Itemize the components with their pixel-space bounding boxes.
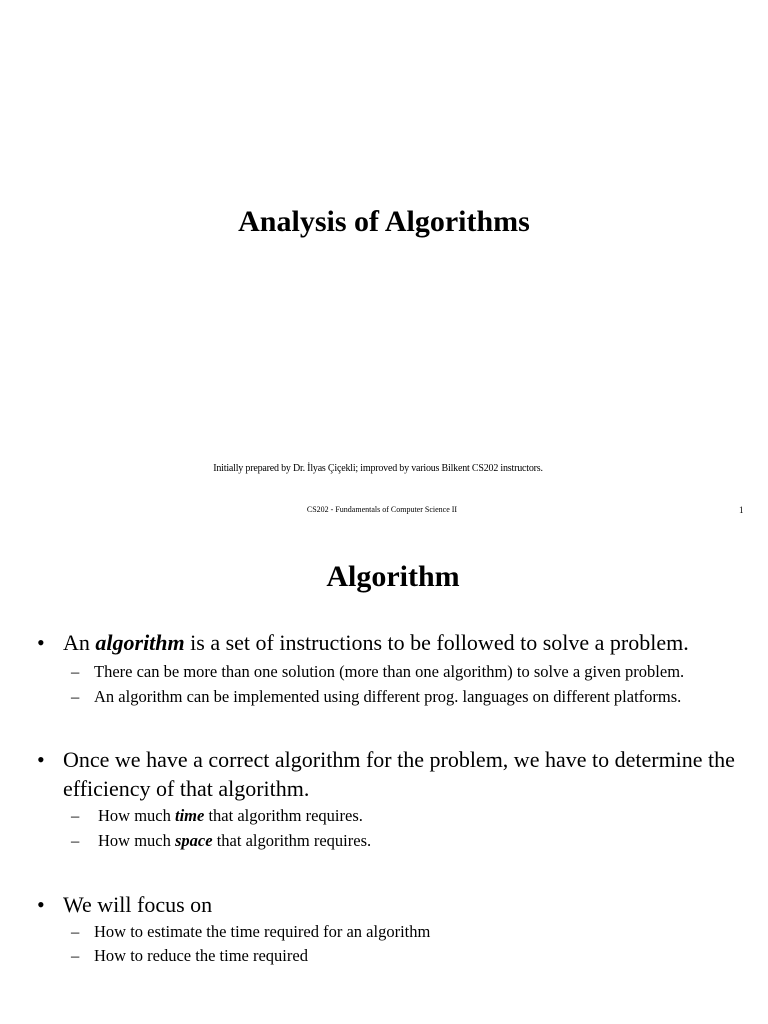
sub-item: [71, 830, 761, 852]
sub-text: There can be more than one solution (more than one algorithm) to solve a given problem.: [94, 662, 685, 681]
sub-item: [71, 661, 761, 683]
bullet-text: We will focus on: [63, 892, 213, 917]
page-number: 1: [739, 505, 744, 515]
sub-emphasis: space: [175, 831, 213, 850]
bullet-text-after: is a set of instructions to be followed to solve a problem.: [184, 630, 689, 655]
sub-text: [98, 805, 761, 827]
slide-title: Algorithm: [326, 560, 460, 593]
sub-text-before: How much: [98, 806, 175, 825]
sub-text-before: How much: [98, 831, 175, 850]
dash-marker: –: [71, 922, 80, 941]
footer-course-name: CS202 - Fundamentals of Computer Science II: [306, 505, 458, 514]
sub-item: [71, 686, 761, 708]
sub-text: An algorithm can be implemented using different prog. languages on different platforms.: [94, 687, 682, 706]
bullet-emphasis: algorithm: [95, 630, 185, 655]
dash-marker: –: [71, 687, 80, 706]
bullet-item: [37, 628, 752, 657]
dash-marker: –: [71, 806, 80, 825]
sub-text-after: that algorithm requires.: [204, 806, 363, 825]
bullet-marker: •: [37, 630, 45, 655]
sub-item: [71, 805, 761, 827]
algorithm-slide: [0, 530, 768, 1024]
bullet-item: [37, 890, 752, 919]
sub-text: [98, 830, 761, 852]
bullet-text-before: An: [63, 630, 96, 655]
dash-marker: –: [71, 946, 80, 965]
bullet-marker: •: [37, 892, 45, 917]
bullet-marker: •: [37, 747, 45, 772]
slide-title: Analysis of Algorithms: [238, 205, 530, 238]
sub-text: How to reduce the time required: [94, 946, 308, 965]
author-credit: Initially prepared by Dr. İlyas Çiçekli; improved by various Bilkent CS202 instructors.: [213, 463, 543, 474]
sub-text: How to estimate the time required for an algorithm: [94, 922, 431, 941]
sub-text-after: that algorithm requires.: [212, 831, 372, 850]
sub-item: [71, 945, 761, 967]
sub-emphasis: time: [175, 806, 205, 825]
dash-marker: –: [71, 831, 80, 850]
bullet-text: Once we have a correct algorithm for the problem, we have to determine the efficiency of that algorithm.: [63, 747, 735, 801]
bullet-text: [63, 628, 752, 657]
dash-marker: –: [71, 662, 80, 681]
sub-item: [71, 921, 761, 943]
bullet-item: [37, 745, 752, 803]
